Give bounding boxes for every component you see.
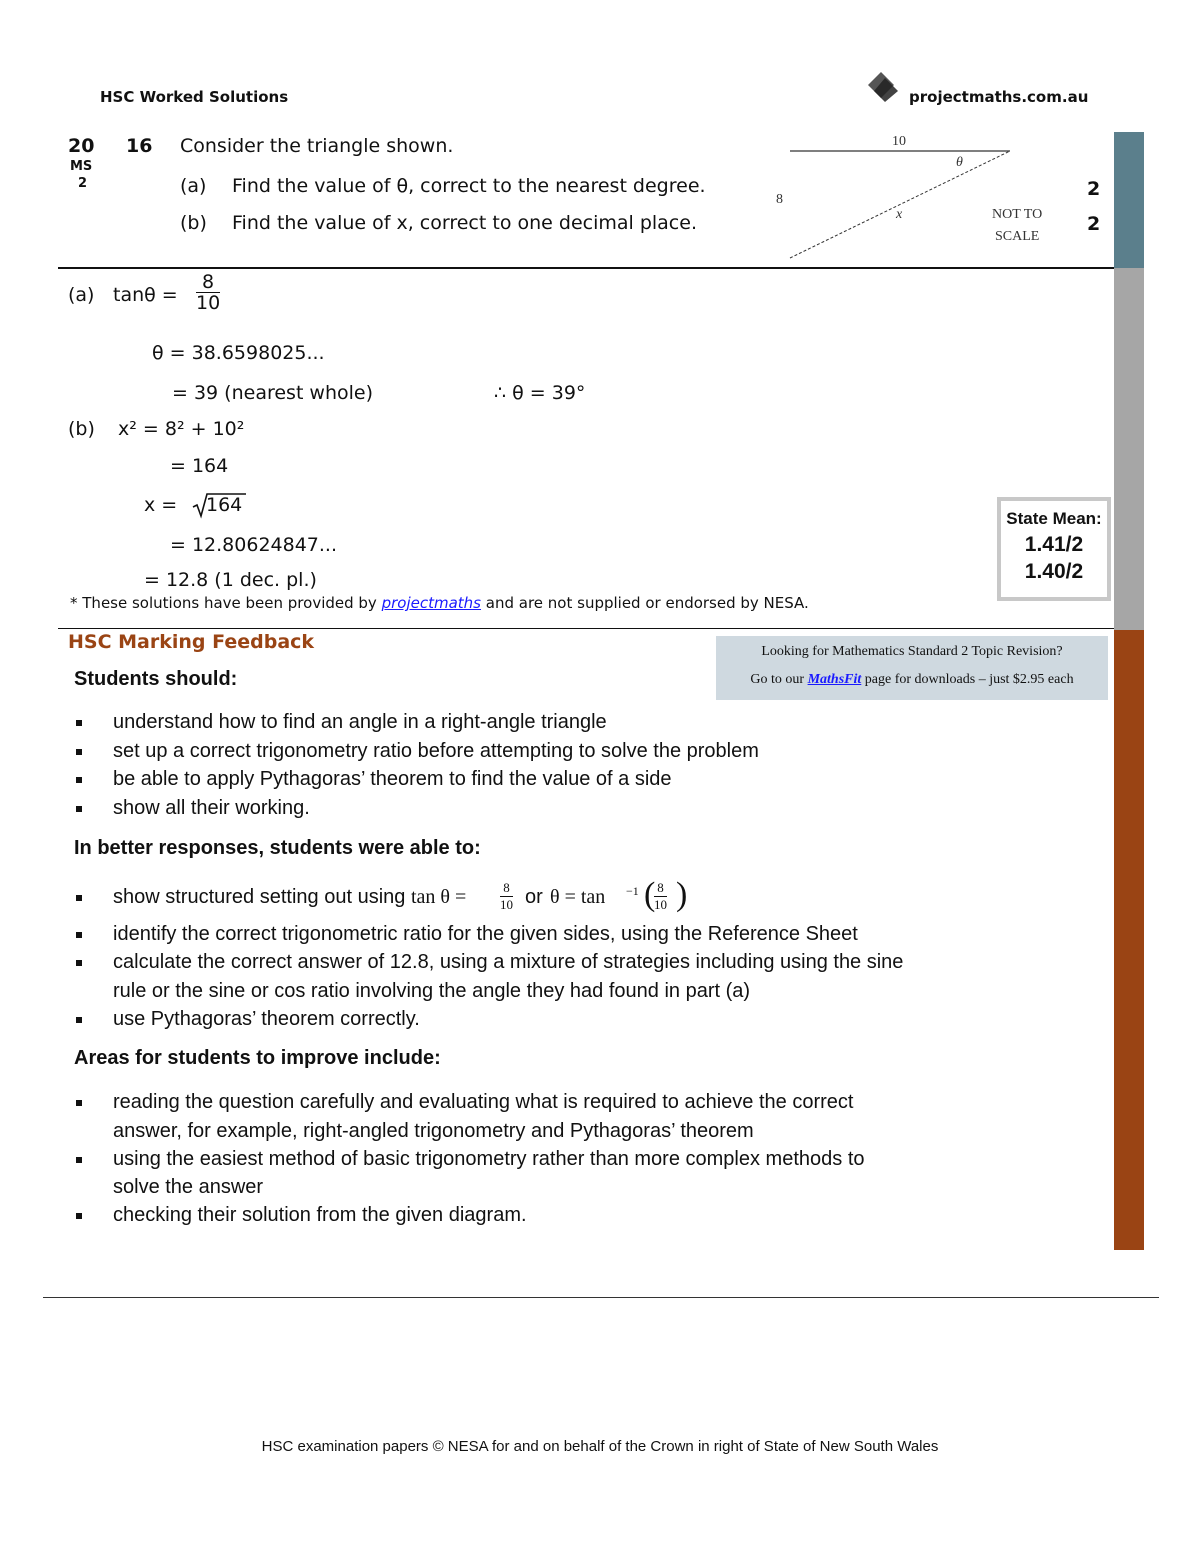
paren-open-icon: ( [644, 876, 656, 913]
improve-heading: Areas for students to improve include: [74, 1047, 441, 1069]
question-exam-code: MS [70, 159, 93, 174]
label-side-top: 10 [892, 134, 906, 149]
sol-b-line5: = 12.8 (1 dec. pl.) [144, 569, 317, 591]
bullet-icon [76, 932, 82, 938]
sidebar-solution-bar [1114, 268, 1144, 630]
better-item: identify the correct trigonometric ratio for the given sides, using the Reference Sheet [113, 923, 858, 945]
better-1-or: or [525, 886, 543, 908]
better-1-num: 8 [500, 880, 513, 897]
bullet-icon [76, 1017, 82, 1023]
better-1-tan: tan θ = [410, 886, 467, 908]
bullet-icon [76, 960, 82, 966]
better-1-theta: θ = tan [550, 886, 606, 908]
label-side-left: 8 [776, 192, 783, 207]
footer-copyright: HSC examination papers © NESA for and on behalf of the Crown in right of State of New South Wales [261, 1438, 939, 1455]
better-1-inner-den: 10 [654, 897, 667, 912]
students-should-item: understand how to find an angle in a right-angle triangle [113, 711, 607, 733]
state-mean-box [997, 497, 1111, 601]
sol-b-line3-rad: 164 [206, 494, 243, 516]
sol-a-line2: θ = 38.6598025... [152, 342, 325, 364]
sol-b-line4: = 12.80624847... [170, 534, 338, 556]
label-hyp: x [896, 207, 903, 222]
better-1-inner-num: 8 [654, 880, 667, 897]
label-angle: θ [956, 155, 963, 170]
better-item-continued: rule or the sine or cos ratio involving the angle they had found in part (a) [113, 980, 751, 1002]
sol-a-fraction [196, 272, 220, 313]
divider-solution [58, 628, 1114, 629]
sol-b-label: (b) [68, 418, 95, 440]
question-year: 20 [68, 135, 95, 157]
sidebar-question-bar [1114, 132, 1144, 268]
mark-b: 2 [1087, 213, 1101, 235]
students-should-item: be able to apply Pythagoras’ theorem to find the value of a side [113, 768, 672, 790]
bullet-icon [76, 777, 82, 783]
better-1-fraction [500, 880, 513, 913]
state-mean-value-2: 1.40/2 [1024, 560, 1084, 583]
students-should-item: set up a correct trigonometry ratio before attempting to solve the problem [113, 740, 759, 762]
improve-item-continued: solve the answer [113, 1176, 264, 1198]
better-1-exp: −1 [626, 884, 639, 898]
question-exam-number: 2 [78, 176, 88, 191]
disclaimer-post: and are not supplied or endorsed by NESA. [485, 594, 809, 612]
footer-divider [43, 1297, 1159, 1298]
question-number: 16 [126, 135, 153, 157]
question-prompt: Consider the triangle shown. [180, 135, 454, 157]
part-b-text: Find the value of x, correct to one decimal place. [232, 212, 697, 234]
part-a-label: (a) [180, 175, 207, 197]
sidebar-feedback-bar [1114, 630, 1144, 1250]
part-a-text: Find the value of θ, correct to the nearest degree. [232, 175, 706, 197]
triangle-diagram [770, 128, 1043, 268]
bullet-icon [76, 1213, 82, 1219]
bullet-icon [76, 806, 82, 812]
sol-a-label: (a) [68, 284, 95, 306]
improve-item: checking their solution from the given diagram. [113, 1204, 527, 1226]
students-should-heading: Students should: [74, 668, 238, 690]
disclaimer-pre: * These solutions have been provided by [70, 594, 377, 612]
promo-box [716, 636, 1108, 700]
improve-item: using the easiest method of basic trigonometry rather than more complex methods to [113, 1148, 865, 1170]
sol-b-line3-lhs: x = [144, 494, 178, 516]
promo-mathsfit-link[interactable]: MathsFit [807, 672, 862, 687]
promo-line2-post: page for downloads – just $2.95 each [864, 672, 1074, 687]
bullet-icon [76, 720, 82, 726]
projectmaths-logo-icon [866, 70, 900, 108]
improve-item-continued: answer, for example, right-angled trigonometry and Pythagoras’ theorem [113, 1120, 754, 1142]
disclaimer [70, 594, 809, 612]
feedback-title: HSC Marking Feedback [68, 631, 315, 653]
better-1-inner-fraction [654, 880, 667, 913]
divider-question [58, 267, 1114, 269]
sol-b-line1: x² = 8² + 10² [118, 418, 245, 440]
mark-a: 2 [1087, 178, 1101, 200]
hypotenuse-line [790, 151, 1010, 258]
sol-a-den: 10 [196, 292, 221, 314]
promo-line2-pre: Go to our [750, 672, 805, 687]
sol-a-lhs: tanθ = [113, 284, 178, 306]
header-site: projectmaths.com.au [909, 88, 1089, 106]
improve-item: reading the question carefully and evaluating what is required to achieve the correct [113, 1091, 854, 1113]
part-b-label: (b) [180, 212, 207, 234]
bullet-icon [76, 895, 82, 901]
better-item: calculate the correct answer of 12.8, using a mixture of strategies including using the sine [113, 951, 904, 973]
label-not-to-scale-1: NOT TO [992, 207, 1043, 222]
label-not-to-scale-2: SCALE [995, 229, 1040, 244]
sol-a-line3: = 39 (nearest whole) [172, 382, 374, 404]
bullet-icon [76, 749, 82, 755]
bullet-icon [76, 1100, 82, 1106]
header-title: HSC Worked Solutions [100, 88, 289, 106]
disclaimer-link[interactable]: projectmaths [381, 594, 481, 612]
better-1-den: 10 [500, 897, 513, 912]
paren-close-icon: ) [676, 876, 688, 913]
better-item: use Pythagoras’ theorem correctly. [113, 1008, 420, 1030]
better-item-formula [113, 886, 466, 909]
state-mean-value-1: 1.41/2 [1024, 533, 1084, 556]
promo-line1: Looking for Mathematics Standard 2 Topic Revision? [761, 644, 1063, 659]
sol-a-num: 8 [196, 272, 220, 293]
bullet-icon [76, 1157, 82, 1163]
students-should-item: show all their working. [113, 797, 310, 819]
better-1-pre: show structured setting out using [113, 886, 406, 908]
sol-b-line2: = 164 [170, 455, 229, 477]
better-responses-heading: In better responses, students were able to: [74, 837, 481, 859]
sol-a-therefore: ∴ θ = 39° [494, 382, 586, 404]
state-mean-label: State Mean: [1006, 509, 1102, 528]
